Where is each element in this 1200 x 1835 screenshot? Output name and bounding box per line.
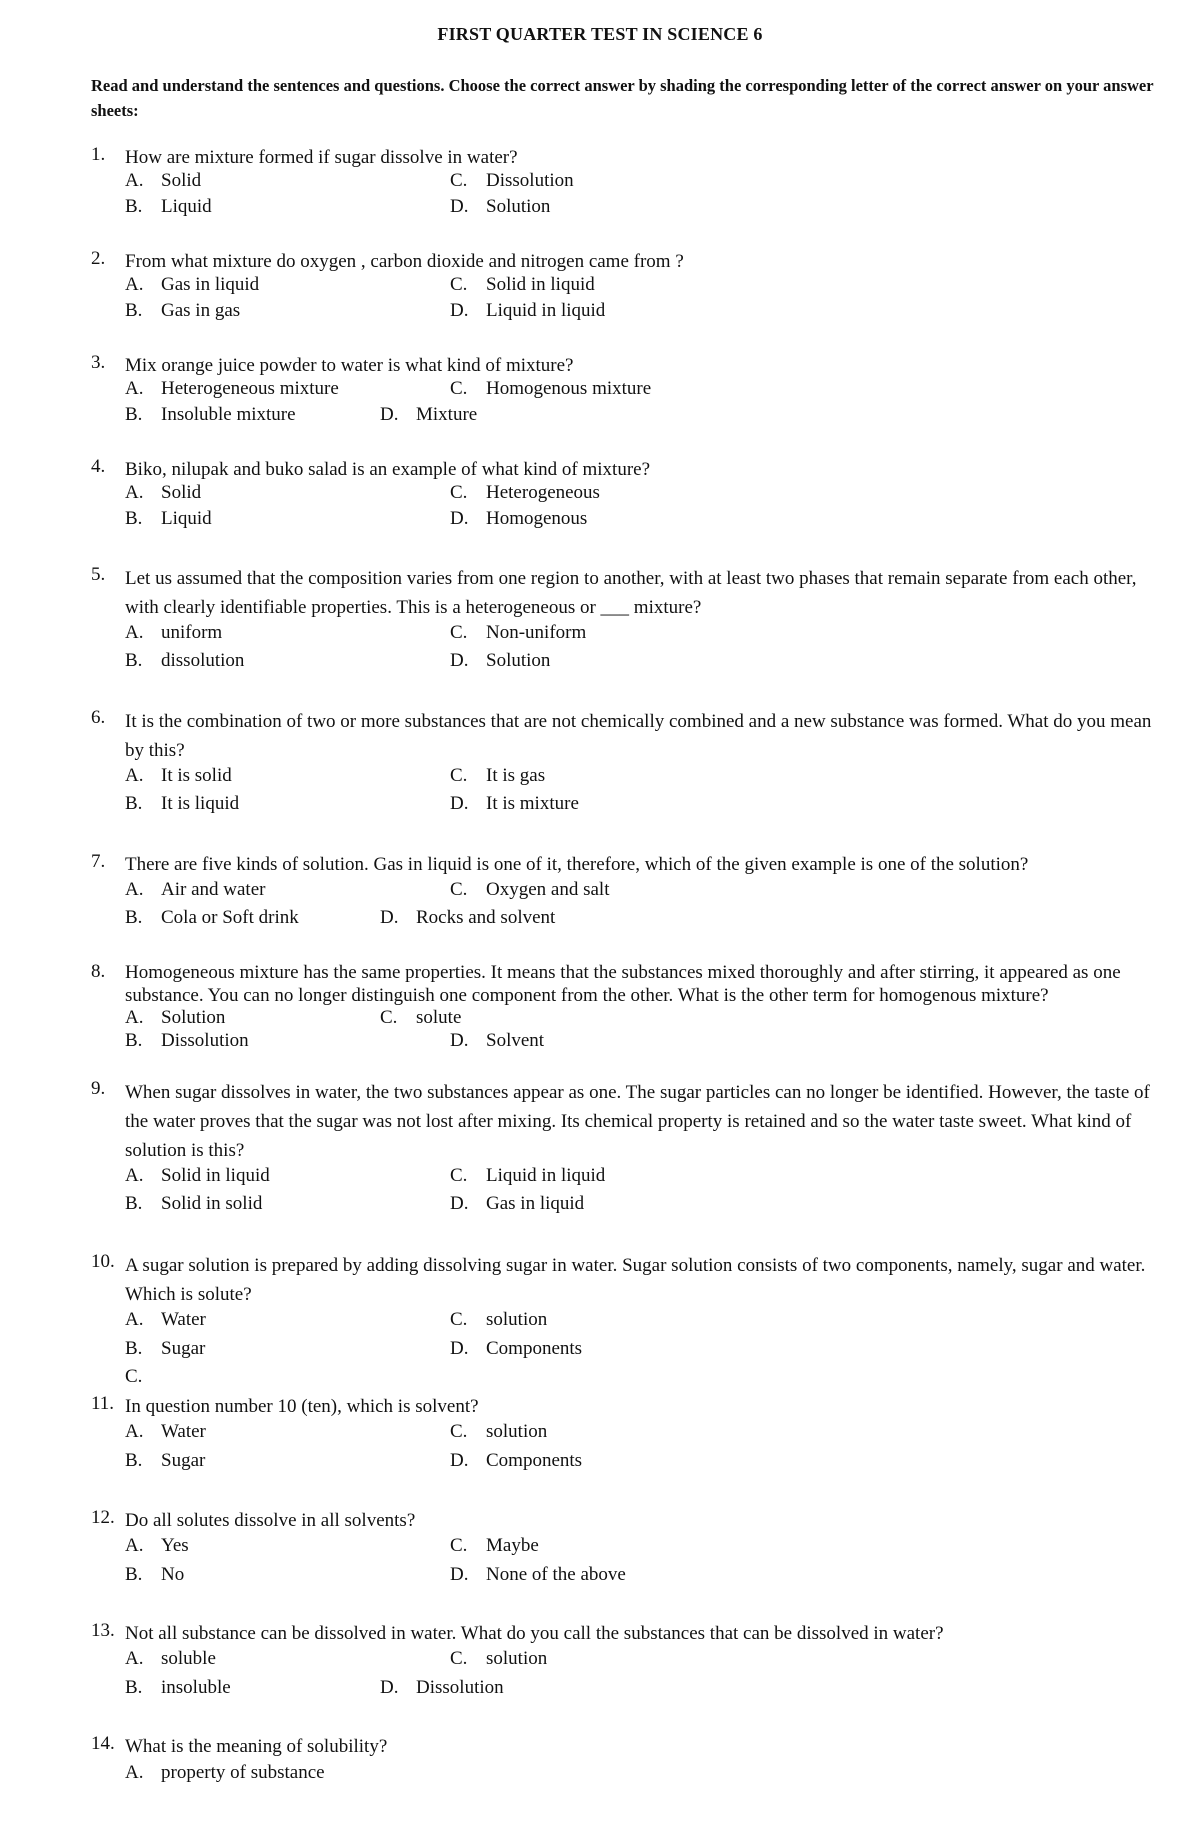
option-text: It is liquid bbox=[161, 793, 240, 814]
question-number: 10. bbox=[91, 1251, 115, 1272]
option-text: Solution bbox=[486, 650, 551, 671]
option-letter: B. bbox=[125, 404, 143, 425]
option-text: soluble bbox=[161, 1648, 216, 1669]
question-text: It is the combination of two or more substances that are not chemically combined and a new substance was formed. What do you mean by this? bbox=[125, 711, 1152, 761]
option-text: solution bbox=[486, 1421, 548, 1442]
option-text: Gas in liquid bbox=[486, 1193, 585, 1214]
option-letter: A. bbox=[125, 1309, 144, 1330]
option-letter: D. bbox=[380, 404, 399, 425]
question-text: Do all solutes dissolve in all solvents? bbox=[125, 1510, 416, 1531]
option-letter: C. bbox=[450, 1535, 468, 1556]
option-letter: C. bbox=[450, 170, 468, 191]
option-text: None of the above bbox=[486, 1564, 626, 1585]
question-number: 12. bbox=[91, 1507, 115, 1528]
option-letter: A. bbox=[125, 1165, 144, 1186]
option-letter: A. bbox=[125, 170, 144, 191]
question-number: 3. bbox=[91, 352, 106, 373]
option-letter: C. bbox=[450, 1421, 468, 1442]
option-text: solute bbox=[416, 1007, 462, 1028]
option-text: Solution bbox=[161, 1007, 226, 1028]
option-text: Liquid in liquid bbox=[486, 1165, 606, 1186]
question-text: Not all substance can be dissolved in water. What do you call the substances that can be dissolved in water? bbox=[125, 1623, 944, 1644]
question-number: 11. bbox=[91, 1393, 115, 1414]
option-text: Rocks and solvent bbox=[416, 907, 556, 928]
question-text: A sugar solution is prepared by adding dissolving sugar in water. Sugar solution consists of two components, namely, sugar and water. Which is solute? bbox=[125, 1255, 1146, 1305]
option-letter: A. bbox=[125, 1421, 144, 1442]
option-text: It is gas bbox=[486, 765, 546, 786]
option-letter: B. bbox=[125, 508, 143, 529]
question-number: 2. bbox=[91, 248, 106, 269]
option-text: Non-uniform bbox=[486, 622, 587, 643]
question-number: 9. bbox=[91, 1078, 106, 1099]
option-text: Solid bbox=[161, 170, 202, 191]
option-letter: C. bbox=[450, 274, 468, 295]
option-letter: C. bbox=[450, 1309, 468, 1330]
option-letter: C. bbox=[450, 1165, 468, 1186]
option-text: Liquid bbox=[161, 196, 212, 217]
option-letter: C. bbox=[450, 482, 468, 503]
option-text: Dissolution bbox=[486, 170, 574, 191]
option-letter: A. bbox=[125, 1648, 144, 1669]
option-letter: A. bbox=[125, 622, 144, 643]
question-number: 8. bbox=[91, 961, 106, 982]
instructions: Read and understand the sentences and questions. Choose the correct answer by shading the corresponding letter of the correct answer on your answer sheets: bbox=[91, 76, 1154, 120]
option-letter: C. bbox=[450, 765, 468, 786]
option-text: Solid in liquid bbox=[486, 274, 595, 295]
option-text: Yes bbox=[161, 1535, 189, 1556]
option-text: Solvent bbox=[486, 1030, 545, 1051]
page-title: FIRST QUARTER TEST IN SCIENCE 6 bbox=[437, 24, 763, 44]
option-letter: A. bbox=[125, 274, 144, 295]
option-text: Homogenous bbox=[486, 508, 588, 529]
option-text: Maybe bbox=[486, 1535, 539, 1556]
option-letter: C. bbox=[450, 1648, 468, 1669]
option-text: Air and water bbox=[161, 879, 266, 900]
option-text: Homogenous mixture bbox=[486, 378, 652, 399]
option-letter: B. bbox=[125, 793, 143, 814]
question-text: When sugar dissolves in water, the two substances appear as one. The sugar particles can no longer be identified. However, the taste of the water proves that the sugar was not lost after mixing. Its chemical property is retained and so the water taste sweet. What kind of solution is this? bbox=[125, 1082, 1150, 1161]
question-text: Homogeneous mixture has the same properties. It means that the substances mixed thoroughly and after stirring, it appeared as one substance. You can no longer distinguish one component from the other. What is the other term for homogenous mixture? bbox=[125, 962, 1121, 1006]
option-text: Cola or Soft drink bbox=[161, 907, 299, 928]
option-text: Water bbox=[161, 1309, 206, 1330]
option-letter: A. bbox=[125, 765, 144, 786]
option-text: Sugar bbox=[161, 1338, 206, 1359]
question-number: 5. bbox=[91, 564, 106, 585]
option-letter: B. bbox=[125, 196, 143, 217]
question-number: 14. bbox=[91, 1733, 115, 1754]
option-text: Solid in solid bbox=[161, 1193, 263, 1214]
option-letter: C. bbox=[450, 378, 468, 399]
option-letter: A. bbox=[125, 1007, 144, 1028]
question-text: There are five kinds of solution. Gas in liquid is one of it, therefore, which of the given example is one of the solution? bbox=[125, 854, 1029, 875]
option-text: Heterogeneous bbox=[486, 482, 600, 503]
option-letter: B. bbox=[125, 1030, 143, 1051]
option-text: Liquid in liquid bbox=[486, 300, 606, 321]
option-letter: A. bbox=[125, 879, 144, 900]
option-text: Solid bbox=[161, 482, 202, 503]
option-text: It is mixture bbox=[486, 793, 579, 814]
option-letter: D. bbox=[450, 196, 469, 217]
question-text: What is the meaning of solubility? bbox=[125, 1736, 388, 1757]
option-text: solution bbox=[486, 1648, 548, 1669]
question-text: Mix orange juice powder to water is what kind of mixture? bbox=[125, 355, 574, 376]
option-letter: A. bbox=[125, 1535, 144, 1556]
question-text: Biko, nilupak and buko salad is an example of what kind of mixture? bbox=[125, 459, 651, 480]
option-letter: D. bbox=[450, 1338, 469, 1359]
option-text: Water bbox=[161, 1421, 206, 1442]
question-text: How are mixture formed if sugar dissolve in water? bbox=[125, 147, 518, 168]
option-letter: B. bbox=[125, 1677, 143, 1698]
option-text: Sugar bbox=[161, 1450, 206, 1471]
option-text: Solid in liquid bbox=[161, 1165, 270, 1186]
option-text: Insoluble mixture bbox=[161, 404, 296, 425]
question-text: In question number 10 (ten), which is solvent? bbox=[125, 1396, 479, 1417]
option-letter: D. bbox=[450, 1030, 469, 1051]
option-text: Heterogeneous mixture bbox=[161, 378, 339, 399]
option-text: Dissolution bbox=[161, 1030, 249, 1051]
question-number: 7. bbox=[91, 851, 106, 872]
option-text: No bbox=[161, 1564, 185, 1585]
option-letter: A. bbox=[125, 1762, 144, 1783]
option-letter: C. bbox=[450, 879, 468, 900]
option-letter: A. bbox=[125, 378, 144, 399]
option-letter: B. bbox=[125, 650, 143, 671]
option-text: Mixture bbox=[416, 404, 478, 425]
option-text: Components bbox=[486, 1450, 583, 1471]
option-letter: B. bbox=[125, 1564, 143, 1585]
option-letter: B. bbox=[125, 907, 143, 928]
option-text: Liquid bbox=[161, 508, 212, 529]
option-letter: D. bbox=[380, 907, 399, 928]
option-text: Solution bbox=[486, 196, 551, 217]
option-letter: D. bbox=[450, 1564, 469, 1585]
option-text: Oxygen and salt bbox=[486, 879, 610, 900]
option-letter: C. bbox=[450, 622, 468, 643]
option-letter: D. bbox=[380, 1677, 399, 1698]
option-letter: D. bbox=[450, 1450, 469, 1471]
option-letter: D. bbox=[450, 650, 469, 671]
question-number: 1. bbox=[91, 144, 106, 165]
question-number: 13. bbox=[91, 1620, 115, 1641]
option-letter: B. bbox=[125, 1193, 143, 1214]
option-letter: B. bbox=[125, 1450, 143, 1471]
option-text: Dissolution bbox=[416, 1677, 504, 1698]
option-letter: B. bbox=[125, 300, 143, 321]
option-text: insoluble bbox=[161, 1677, 231, 1698]
option-letter: D. bbox=[450, 508, 469, 529]
question-text: From what mixture do oxygen , carbon dioxide and nitrogen came from ? bbox=[125, 251, 684, 272]
option-letter: C. bbox=[380, 1007, 398, 1028]
option-letter: A. bbox=[125, 482, 144, 503]
option-text: Components bbox=[486, 1338, 583, 1359]
question-number: 6. bbox=[91, 707, 106, 728]
option-text: dissolution bbox=[161, 650, 245, 671]
option-text: uniform bbox=[161, 622, 223, 643]
option-letter: D. bbox=[450, 1193, 469, 1214]
question-number: 4. bbox=[91, 456, 106, 477]
question-text: Let us assumed that the composition varies from one region to another, with at least two phases that remain separate from each other, with clearly identifiable properties. This is a heterogeneous or ___ mixture? bbox=[125, 568, 1137, 618]
option-text: Gas in gas bbox=[161, 300, 241, 321]
option-letter: C. bbox=[125, 1366, 143, 1387]
option-text: property of substance bbox=[161, 1762, 325, 1783]
option-text: Gas in liquid bbox=[161, 274, 260, 295]
option-letter: D. bbox=[450, 793, 469, 814]
option-letter: D. bbox=[450, 300, 469, 321]
option-text: It is solid bbox=[161, 765, 232, 786]
option-text: solution bbox=[486, 1309, 548, 1330]
option-letter: B. bbox=[125, 1338, 143, 1359]
